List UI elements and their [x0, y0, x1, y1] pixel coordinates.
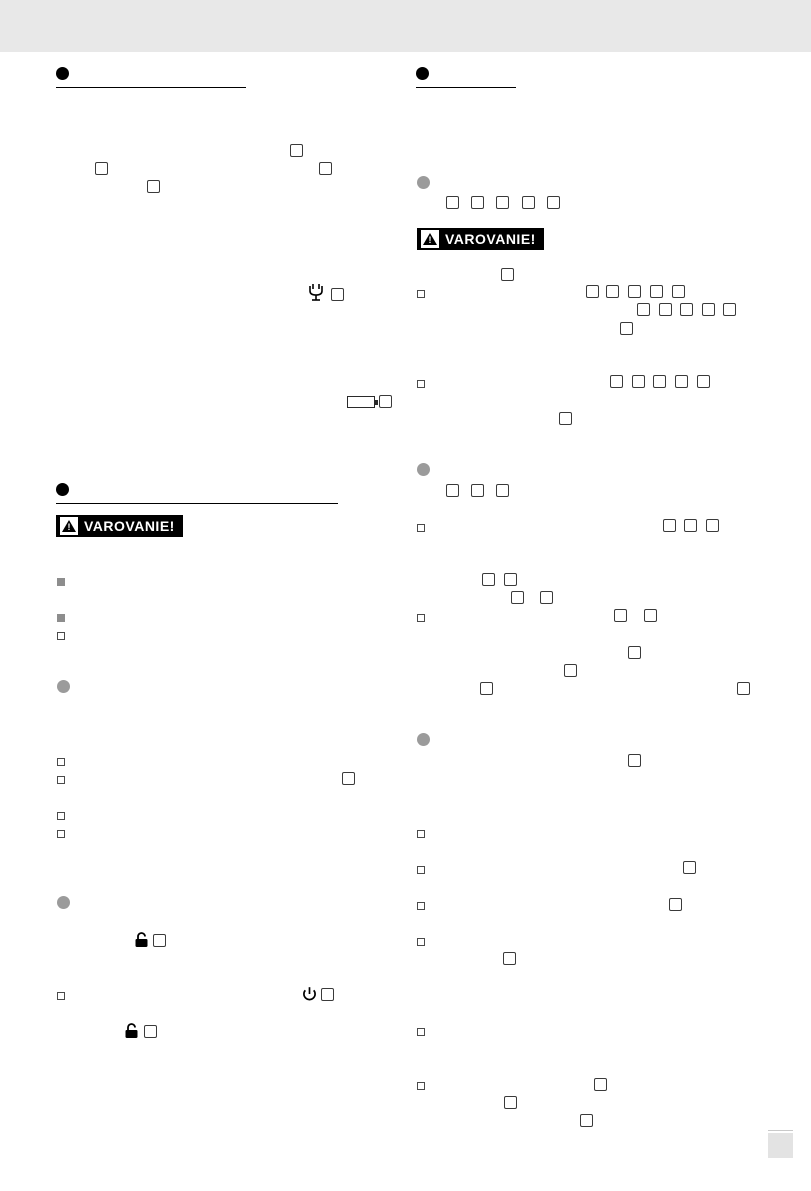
left-column [56, 62, 356, 100]
warning-badge-right [417, 228, 544, 250]
subsection-bullet-icon [417, 463, 430, 476]
text-glyph [319, 162, 332, 175]
text-glyph [480, 682, 493, 695]
text-glyph [564, 664, 577, 677]
text-glyph [628, 646, 641, 659]
text-glyph [628, 754, 641, 767]
text-glyph [680, 303, 693, 316]
text-glyph [706, 519, 719, 532]
text-glyph [559, 412, 572, 425]
list-bullet-hollow [417, 380, 425, 388]
section-rule [56, 87, 246, 88]
text-glyph [669, 898, 682, 911]
text-glyph [144, 1025, 157, 1038]
right-column [416, 62, 746, 100]
text-glyph [663, 519, 676, 532]
warning-triangle-icon [421, 230, 439, 248]
list-bullet-hollow [57, 992, 65, 1000]
text-glyph [496, 484, 509, 497]
page-header-band [0, 0, 811, 52]
text-glyph [672, 285, 685, 298]
list-bullet-hollow [417, 1028, 425, 1036]
section-heading-1-right [416, 62, 746, 92]
subsection-bullet-icon [57, 680, 70, 693]
page-number-box [768, 1133, 793, 1158]
text-glyph [659, 303, 672, 316]
warning-label: VAROVANIE! [84, 518, 175, 534]
text-glyph [379, 395, 392, 408]
text-glyph [95, 162, 108, 175]
subsection-bullet-icon [57, 896, 70, 909]
text-glyph [501, 268, 514, 281]
page-number-rule [768, 1130, 793, 1131]
lock-icon-2 [123, 1023, 140, 1040]
text-glyph [702, 303, 715, 316]
text-glyph [446, 484, 459, 497]
text-glyph [446, 196, 459, 209]
text-glyph [606, 285, 619, 298]
warning-triangle-icon [60, 517, 78, 535]
text-glyph [504, 1096, 517, 1109]
text-glyph [522, 196, 535, 209]
list-bullet-hollow [57, 812, 65, 820]
battery-icon [347, 396, 375, 408]
section-rule [416, 87, 516, 88]
warning-label: VAROVANIE! [445, 231, 536, 247]
list-bullet-hollow [417, 524, 425, 532]
text-glyph [147, 180, 160, 193]
lock-icon-1 [133, 932, 150, 949]
text-glyph [321, 988, 334, 1001]
text-glyph [471, 484, 484, 497]
text-glyph [632, 375, 645, 388]
text-glyph [737, 682, 750, 695]
text-glyph [342, 772, 355, 785]
text-glyph [547, 196, 560, 209]
text-glyph [723, 303, 736, 316]
text-glyph [697, 375, 710, 388]
text-glyph [586, 285, 599, 298]
text-glyph [610, 375, 623, 388]
list-bullet-hollow [57, 632, 65, 640]
list-bullet-hollow [417, 902, 425, 910]
text-glyph [153, 934, 166, 947]
list-bullet-hollow [57, 830, 65, 838]
section-bullet-icon [416, 67, 429, 80]
text-glyph [290, 144, 303, 157]
list-bullet-hollow [417, 830, 425, 838]
text-glyph [471, 196, 484, 209]
text-glyph [482, 573, 495, 586]
text-glyph [683, 861, 696, 874]
section-rule [56, 503, 338, 504]
list-bullet-hollow [417, 938, 425, 946]
list-bullet-hollow [417, 1082, 425, 1090]
text-glyph [628, 285, 641, 298]
text-glyph [637, 303, 650, 316]
section-bullet-icon [56, 67, 69, 80]
subsection-bullet-icon [417, 176, 430, 189]
section-bullet-icon [56, 483, 69, 496]
text-glyph [620, 322, 633, 335]
text-glyph [504, 573, 517, 586]
text-glyph [331, 288, 344, 301]
section-heading-1 [56, 62, 356, 92]
text-glyph [684, 519, 697, 532]
text-glyph [614, 609, 627, 622]
list-bullet-filled [57, 614, 65, 622]
list-bullet-filled [57, 578, 65, 586]
subsection-bullet-icon [417, 733, 430, 746]
list-bullet-hollow [417, 290, 425, 298]
text-glyph [496, 196, 509, 209]
text-glyph [644, 609, 657, 622]
list-bullet-hollow [417, 866, 425, 874]
text-glyph [594, 1078, 607, 1091]
list-bullet-hollow [57, 776, 65, 784]
warning-badge-left [56, 515, 183, 537]
list-bullet-hollow [417, 614, 425, 622]
text-glyph [511, 591, 524, 604]
text-glyph [503, 952, 516, 965]
section-heading-2 [56, 478, 338, 508]
text-glyph [653, 375, 666, 388]
text-glyph [540, 591, 553, 604]
power-icon [301, 986, 318, 1003]
plug-earth-icon [306, 283, 326, 303]
text-glyph [675, 375, 688, 388]
list-bullet-hollow [57, 758, 65, 766]
text-glyph [580, 1114, 593, 1127]
text-glyph [650, 285, 663, 298]
